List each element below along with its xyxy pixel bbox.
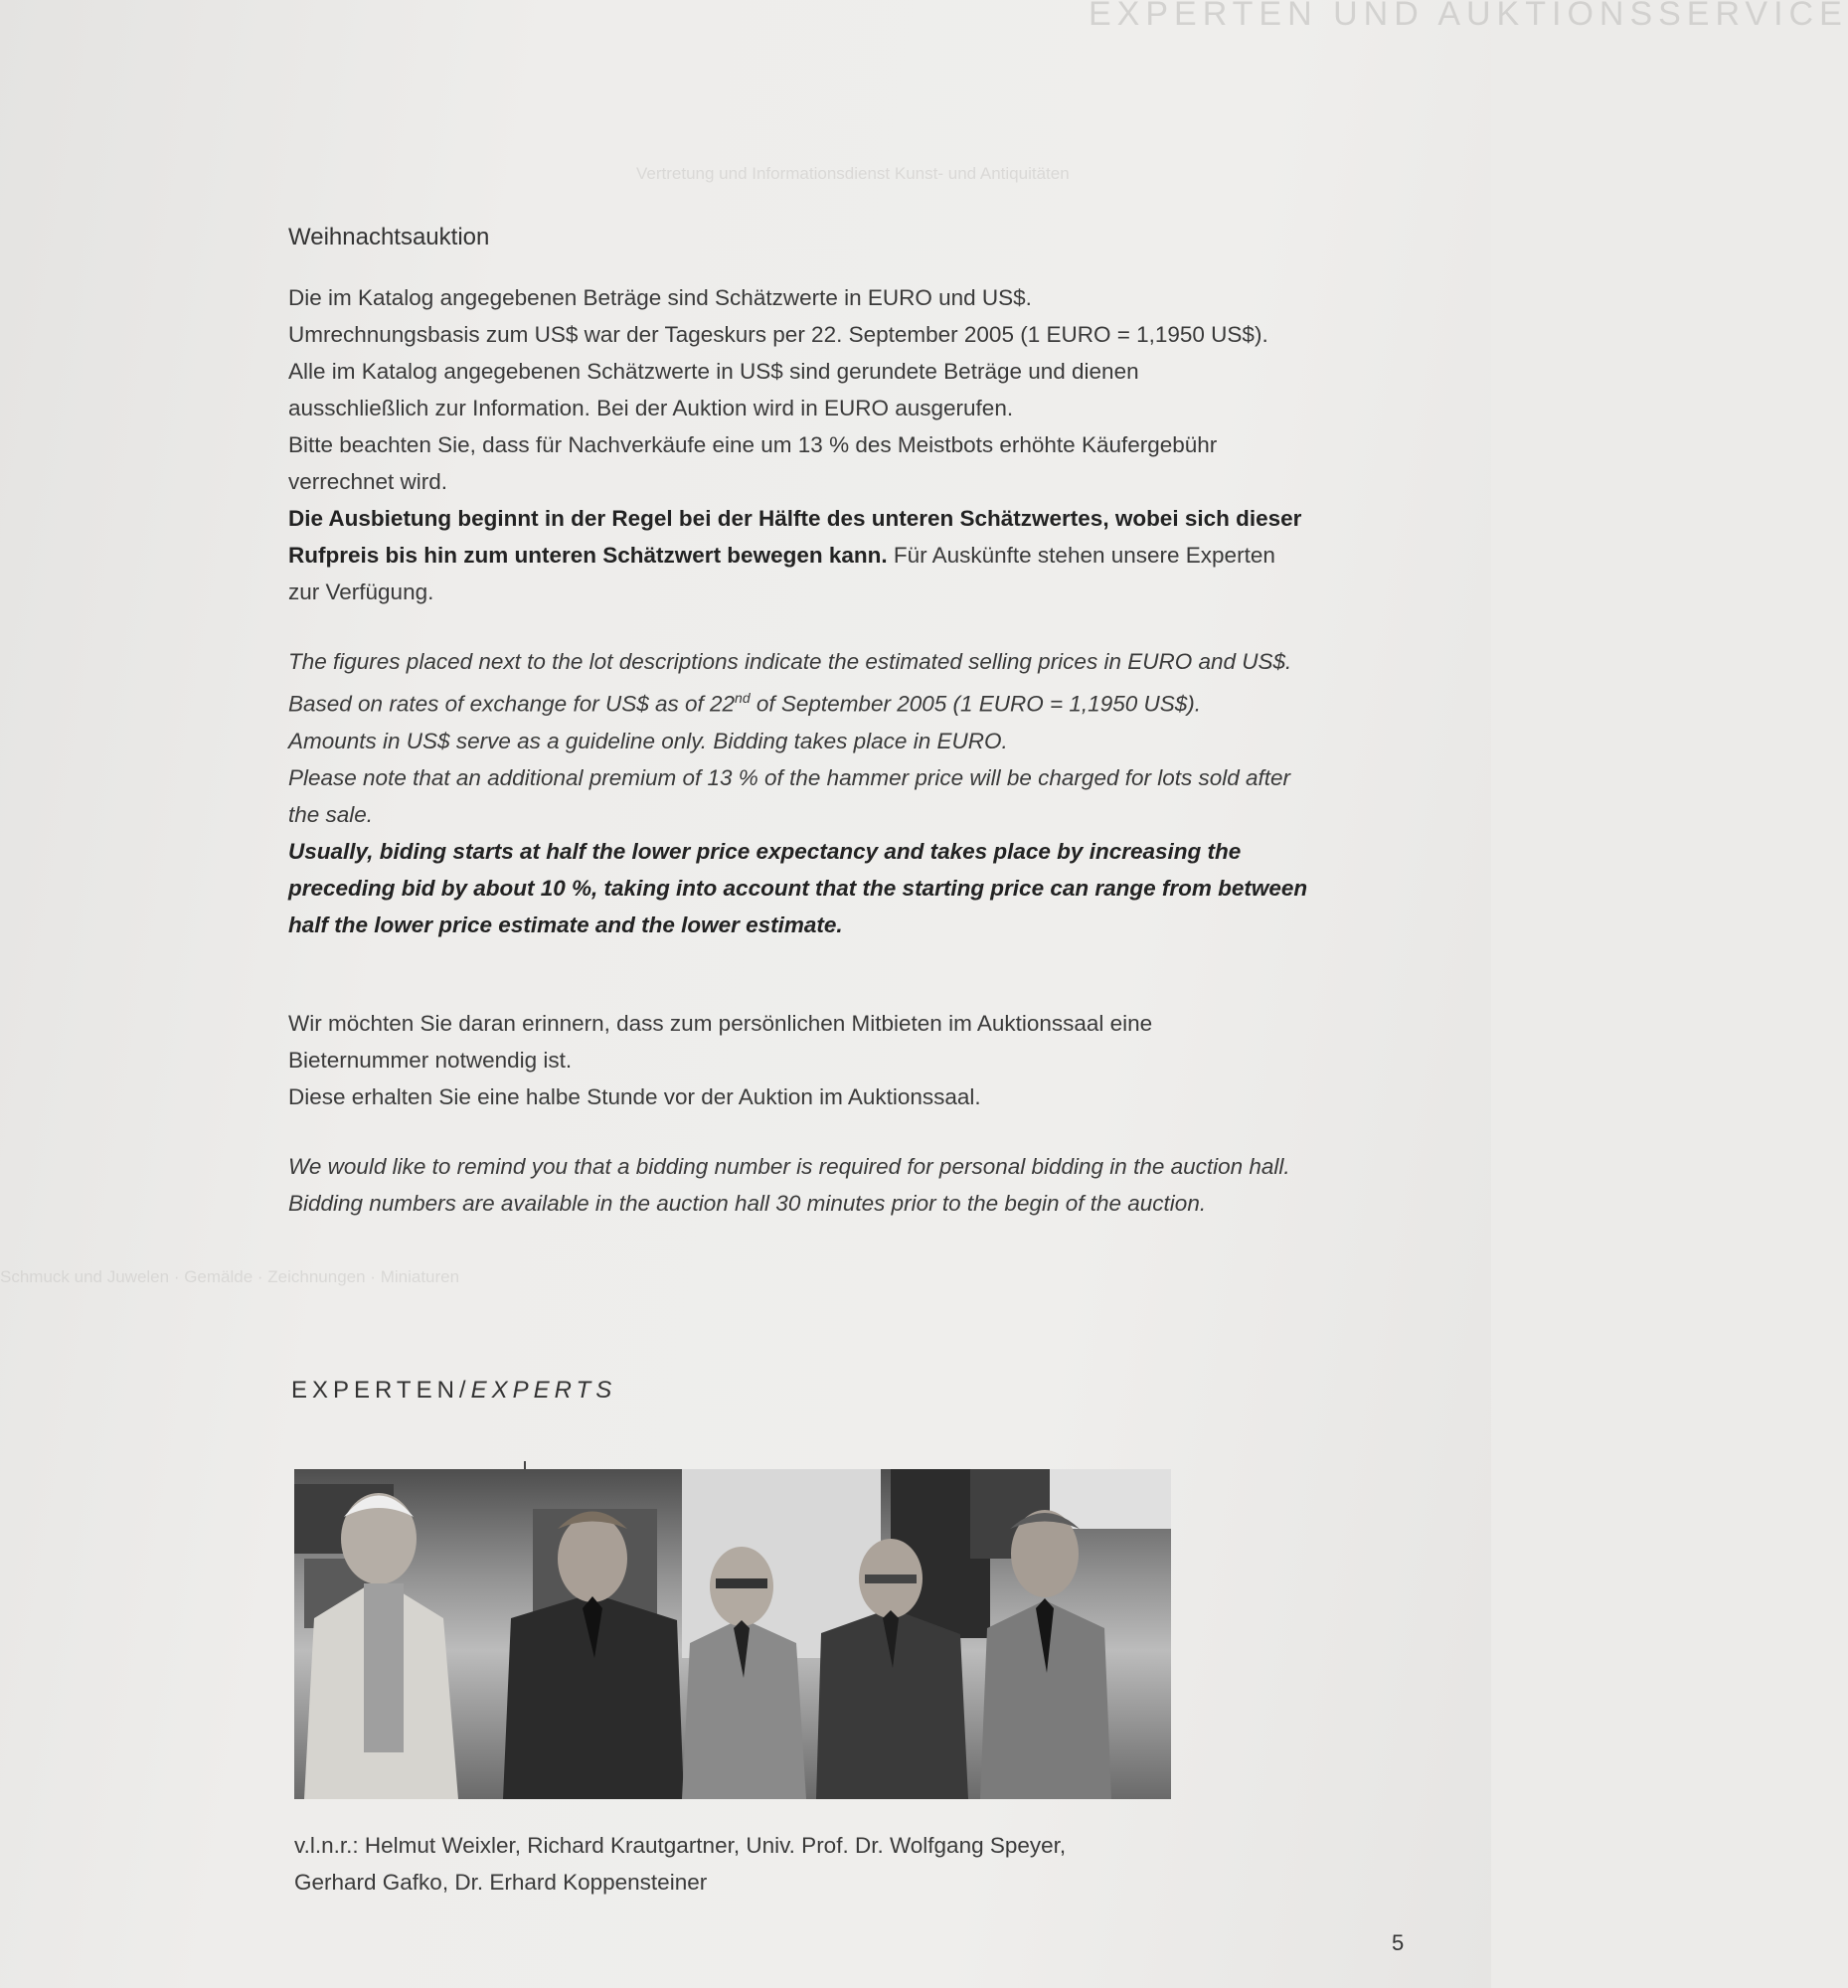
text-line: Please note that an additional premium of 13 % of the hammer price will be charged for lots sold after [288,764,1291,790]
text-line: Bidding numbers are available in the auction hall 30 minutes prior to the begin of the auction. [288,1190,1207,1216]
experts-section-title [291,1377,616,1405]
experts-photo [294,1469,1171,1799]
text-line: Umrechnungsbasis zum US$ war der Tageskurs per 22. September 2005 (1 EURO = 1,1950 US$). [288,322,1268,347]
experts-photo-image [294,1469,1171,1799]
bold-text: preceding bid by about 10 %, taking into account that the starting price can range from between [288,875,1308,901]
text-line: The figures placed next to the lot descriptions indicate the estimated selling prices in EURO and US$. [288,649,1292,674]
german-reminder [288,1005,1412,1115]
photo-caption [294,1827,1066,1901]
plain-text: Based on rates of exchange for US$ as of 22 [288,691,736,717]
bold-text: Rufpreis bis hin zum unteren Schätzwert bewegen kann. [288,543,888,568]
text-line: Wir möchten Sie daran erinnern, dass zum persönlichen Mitbieten im Auktionssaal eine [288,1010,1153,1036]
show-through-heading: EXPERTEN UND AUKTIONSSERVICE [1089,0,1848,33]
title-german: EXPERTEN/ [291,1377,471,1404]
bold-text: half the lower price estimate and the lower estimate. [288,911,843,937]
text-line: the sale. [288,801,374,827]
caption-line: Gerhard Gafko, Dr. Erhard Koppensteiner [294,1870,708,1895]
text-line: Alle im Katalog angegebenen Schätzwerte in US$ sind gerundete Beträge und dienen [288,359,1139,384]
show-through-text: Vertretung und Informationsdienst Kunst- und Antiquitäten [636,164,1070,183]
caption-line: v.l.n.r.: Helmut Weixler, Richard Krautgartner, Univ. Prof. Dr. Wolfgang Speyer, [294,1833,1067,1858]
text-line: Bieternummer notwendig ist. [288,1047,573,1073]
german-notice [288,279,1412,610]
plain-text: Für Auskünfte stehen unsere Experten [887,543,1275,568]
text-line: Amounts in US$ serve as a guideline only. Bidding takes place in EURO. [288,728,1008,753]
page-number: 5 [1392,1930,1405,1955]
text-line: ausschließlich zur Information. Bei der Auktion wird in EURO ausgerufen. [288,396,1014,420]
text-line [288,500,1412,537]
plain-text: of September 2005 (1 EURO = 1,1950 US$). [750,691,1201,717]
show-through-text-lower: Schmuck und Juwelen · Gemälde · Zeichnungen · Miniaturen [0,1267,460,1286]
text-line [288,680,1412,723]
superscript: nd [735,690,751,706]
bold-text: Die Ausbietung beginnt in der Regel bei der Hälfte des unteren Schätzwertes, wobei sich dieser [288,506,1302,531]
text-line: Die im Katalog angegebenen Beträge sind Schätzwerte in EURO und US$. [288,285,1032,310]
bold-text: Usually, biding starts at half the lower price expectancy and takes place by increasing the [288,838,1242,864]
text-line [288,537,1412,574]
english-reminder [288,1148,1412,1222]
text-line: zur Verfügung. [288,580,434,604]
main-text [288,224,1412,1254]
page-heading: Weihnachtsauktion [288,224,490,250]
text-line: Diese erhalten Sie eine halbe Stunde vor der Auktion im Auktionssaal. [288,1083,981,1109]
title-english: EXPERTS [470,1377,617,1404]
text-line: We would like to remind you that a bidding number is required for personal bidding in the auction hall. [288,1153,1290,1179]
text-line: Bitte beachten Sie, dass für Nachverkäufe eine um 13 % des Meistbots erhöhte Käufergebühr [288,432,1218,457]
english-notice [288,643,1412,943]
text-line: verrechnet wird. [288,469,448,494]
